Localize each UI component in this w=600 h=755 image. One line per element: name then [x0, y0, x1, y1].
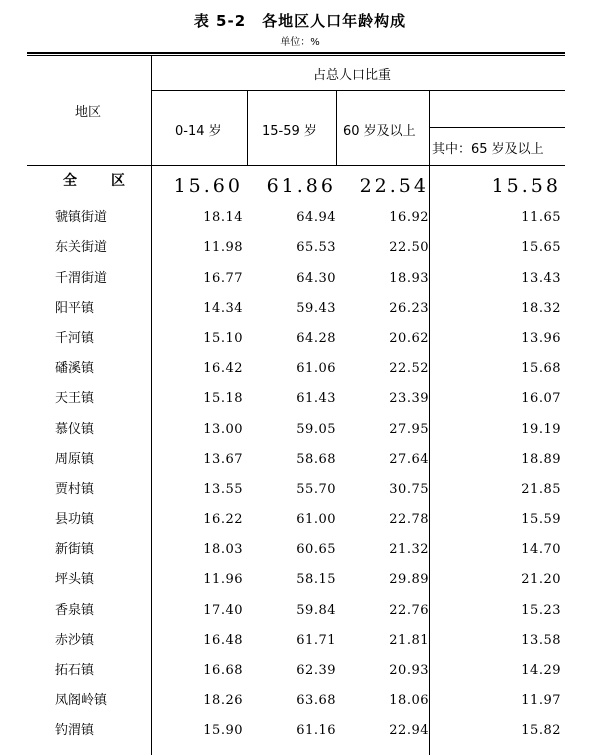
cell-60-plus: 22.78 [389, 512, 429, 528]
total-row [27, 170, 565, 200]
region-name: 贾村镇 [55, 481, 95, 497]
col-divider-1 [247, 91, 248, 166]
header-region: 地区 [75, 105, 102, 120]
cell-15-59: 61.06 [296, 361, 336, 377]
cell-15-59: 59.05 [296, 421, 336, 437]
table-row [27, 532, 565, 562]
cell-60-plus: 18.06 [389, 693, 429, 709]
table-row [27, 200, 565, 230]
cell-60-plus: 26.23 [389, 300, 429, 316]
cell-0-14: 18.14 [203, 210, 243, 226]
cell-15-59: 59.84 [296, 602, 336, 618]
cell-0-14: 18.26 [203, 693, 243, 709]
table-row [27, 321, 565, 351]
cell-0-14: 16.77 [203, 270, 243, 286]
header-group: 占总人口比重 [313, 68, 392, 83]
unit-label: 单位：% [280, 37, 320, 48]
cell-65-plus: 11.65 [521, 210, 561, 226]
cell-65-plus: 18.32 [521, 300, 561, 316]
top-rule-thin [27, 55, 565, 56]
col-divider-2 [336, 91, 337, 166]
cell-65-plus: 15.68 [521, 361, 561, 377]
cell-65-plus: 19.19 [521, 421, 561, 437]
cell-65-plus: 15.58 [491, 175, 561, 197]
region-name: 磻溪镇 [55, 361, 95, 377]
cell-60-plus: 22.94 [389, 723, 429, 739]
cell-0-14: 15.90 [203, 723, 243, 739]
header-col-15-59: 15-59 岁 [262, 124, 317, 139]
cell-0-14: 16.42 [203, 361, 243, 377]
table-row [27, 683, 565, 713]
region-name: 天王镇 [55, 391, 95, 407]
data-rows [27, 170, 565, 744]
group-underline [151, 90, 565, 91]
cell-60-plus: 22.50 [389, 240, 429, 256]
cell-65-plus: 15.65 [521, 240, 561, 256]
cell-65-plus: 14.70 [521, 542, 561, 558]
cell-0-14: 13.67 [203, 451, 243, 467]
cell-0-14: 13.55 [203, 481, 243, 497]
cell-15-59: 63.68 [296, 693, 336, 709]
cell-0-14: 17.40 [203, 602, 243, 618]
cell-0-14: 15.18 [203, 391, 243, 407]
region-name: 新街镇 [55, 542, 95, 558]
region-name: 坪头镇 [55, 572, 95, 588]
cell-0-14: 14.34 [203, 300, 243, 316]
region-name: 拓石镇 [55, 663, 95, 678]
cell-0-14: 16.48 [203, 632, 243, 648]
cell-15-59: 58.15 [296, 572, 336, 588]
region-name: 钓渭镇 [55, 723, 95, 739]
cell-0-14: 13.00 [203, 421, 243, 437]
cell-0-14: 15.10 [203, 330, 243, 346]
cell-0-14: 11.96 [203, 572, 243, 588]
cell-15-59: 61.16 [296, 723, 336, 739]
header-col-60-plus: 60 岁及以上 [343, 124, 416, 139]
region-name: 阳平镇 [55, 300, 95, 316]
cell-60-plus: 22.54 [359, 175, 429, 197]
region-name: 周原镇 [55, 451, 95, 467]
top-rule-thick [27, 52, 565, 54]
cell-65-plus: 15.59 [521, 512, 561, 528]
cell-0-14: 18.03 [203, 542, 243, 558]
table-row [27, 381, 565, 411]
cell-60-plus: 16.92 [389, 210, 429, 226]
region-name: 千河镇 [55, 330, 95, 346]
header-col-0-14: 0-14 岁 [175, 124, 222, 139]
table-row [27, 713, 565, 743]
cell-60-plus: 30.75 [389, 481, 429, 497]
cell-60-plus: 20.62 [389, 330, 429, 346]
table-row [27, 261, 565, 291]
cell-15-59: 55.70 [296, 481, 336, 497]
cell-15-59: 58.68 [296, 451, 336, 467]
cell-60-plus: 22.76 [389, 602, 429, 618]
table-row [27, 502, 565, 532]
col-divider-3 [429, 91, 430, 166]
region-name: 赤沙镇 [55, 632, 95, 648]
cell-15-59: 61.71 [296, 632, 336, 648]
table-row [27, 230, 565, 260]
cell-60-plus: 20.93 [389, 663, 429, 678]
cell-60-plus: 22.52 [389, 361, 429, 377]
cell-0-14: 11.98 [203, 240, 243, 256]
cell-0-14: 15.60 [173, 175, 243, 197]
table-row [27, 351, 565, 381]
sub-col-underline [429, 127, 565, 128]
cell-0-14: 16.22 [203, 512, 243, 528]
cell-65-plus: 13.96 [521, 330, 561, 346]
region-name: 县功镇 [55, 512, 95, 528]
cell-60-plus: 21.32 [389, 542, 429, 558]
cell-15-59: 61.43 [296, 391, 336, 407]
cell-65-plus: 16.07 [521, 391, 561, 407]
region-divider [151, 56, 152, 166]
cell-15-59: 59.43 [296, 300, 336, 316]
table-row [27, 472, 565, 502]
region-name: 东关街道 [55, 240, 108, 256]
cell-15-59: 64.28 [296, 330, 336, 346]
cell-65-plus: 21.20 [521, 572, 561, 588]
cell-60-plus: 21.81 [389, 632, 429, 648]
cell-15-59: 61.00 [296, 512, 336, 528]
cell-65-plus: 13.58 [521, 632, 561, 648]
header-bottom-rule [27, 165, 565, 166]
table-row [27, 623, 565, 653]
cell-65-plus: 13.43 [521, 270, 561, 286]
cell-65-plus: 21.85 [521, 481, 561, 497]
cell-15-59: 64.94 [296, 210, 336, 226]
table-title: 表 5-2 各地区人口年龄构成 [193, 12, 407, 30]
table-row [27, 412, 565, 442]
cell-15-59: 62.39 [296, 663, 336, 678]
region-name: 千渭街道 [55, 270, 108, 286]
cell-0-14: 16.68 [203, 663, 243, 678]
cell-15-59: 60.65 [296, 542, 336, 558]
region-name: 慕仪镇 [55, 421, 95, 437]
cell-60-plus: 27.95 [389, 421, 429, 437]
cell-15-59: 64.30 [296, 270, 336, 286]
table-row [27, 442, 565, 472]
region-name: 凤阁岭镇 [55, 693, 108, 709]
region-name: 虢镇街道 [55, 210, 108, 226]
cell-65-plus: 15.82 [521, 723, 561, 739]
cell-65-plus: 15.23 [521, 602, 561, 618]
cell-60-plus: 18.93 [389, 270, 429, 286]
cell-65-plus: 14.29 [521, 663, 561, 678]
cell-60-plus: 23.39 [389, 391, 429, 407]
table-row [27, 291, 565, 321]
region-name: 香泉镇 [55, 602, 95, 618]
cell-15-59: 65.53 [296, 240, 336, 256]
cell-15-59: 61.86 [266, 175, 336, 197]
table-row [27, 593, 565, 623]
table-row [27, 653, 565, 683]
cell-60-plus: 27.64 [389, 451, 429, 467]
cell-65-plus: 11.97 [521, 693, 561, 709]
cell-60-plus: 29.89 [389, 572, 429, 588]
table-row [27, 562, 565, 592]
cell-65-plus: 18.89 [521, 451, 561, 467]
region-name: 全 区 [63, 173, 135, 189]
header-col-65-plus: 其中：65 岁及以上 [432, 142, 544, 157]
